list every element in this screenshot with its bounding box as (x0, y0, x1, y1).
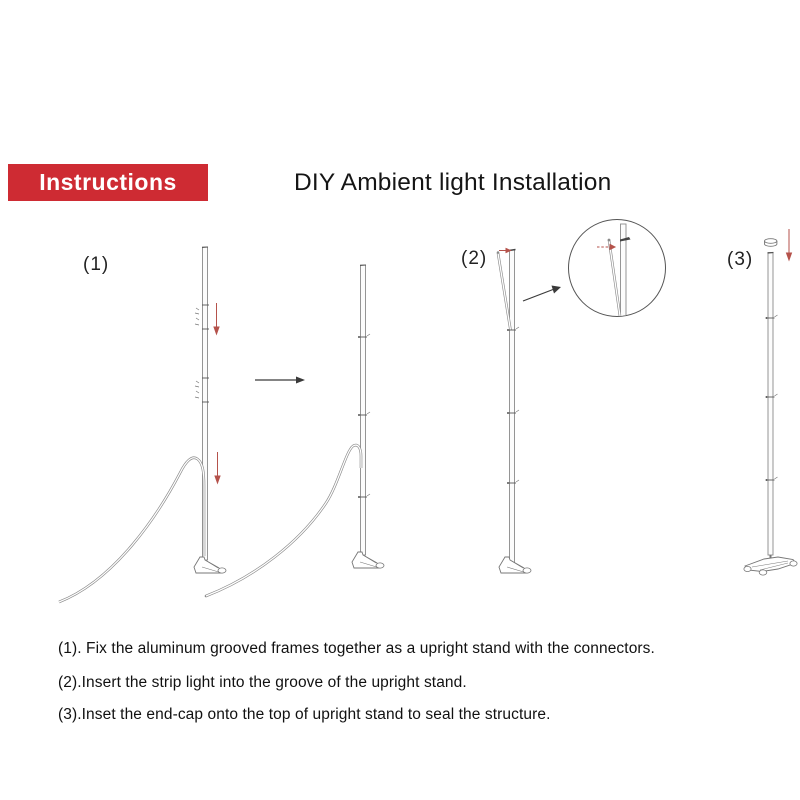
stand-foot (499, 557, 531, 573)
magnifier-detail-circle (569, 220, 666, 320)
instruction-step-2: (2).Insert the strip light into the groove of the upright stand. (58, 674, 467, 691)
step2-pole (497, 249, 531, 574)
step3-label: (3) (727, 249, 754, 270)
step1-pole-assembled (205, 265, 384, 597)
step1-pole-disassembled (194, 247, 226, 573)
end-cap (765, 239, 777, 247)
strip-light-inserting (497, 251, 511, 330)
step1-diagram (59, 247, 384, 602)
installation-diagram (0, 200, 800, 630)
stand-foot (194, 557, 226, 573)
instructions-banner: Instructions (8, 164, 208, 201)
instruction-step-3: (3).Inset the end-cap onto the top of upright stand to seal the structure. (58, 706, 551, 723)
instruction-step-1: (1). Fix the aluminum grooved frames together as a upright stand with the connectors. (58, 640, 655, 657)
insert-direction-arrow (215, 452, 220, 483)
stand-base (744, 555, 797, 575)
step1-label: (1) (83, 254, 110, 275)
step2-label: (2) (461, 248, 488, 269)
stand-foot (352, 552, 384, 568)
step3-diagram (727, 229, 797, 575)
arrow-to-detail-icon (523, 286, 561, 302)
insert-direction-arrow (499, 249, 511, 253)
insert-direction-arrow (787, 229, 792, 260)
arrow-right-icon (255, 377, 305, 384)
step3-pole (766, 253, 778, 556)
insert-direction-arrow (214, 303, 219, 334)
step2-diagram (461, 220, 666, 574)
strip-light-loose (59, 458, 204, 602)
page-title: DIY Ambient light Installation (294, 169, 612, 196)
strip-light-draped (205, 445, 361, 597)
